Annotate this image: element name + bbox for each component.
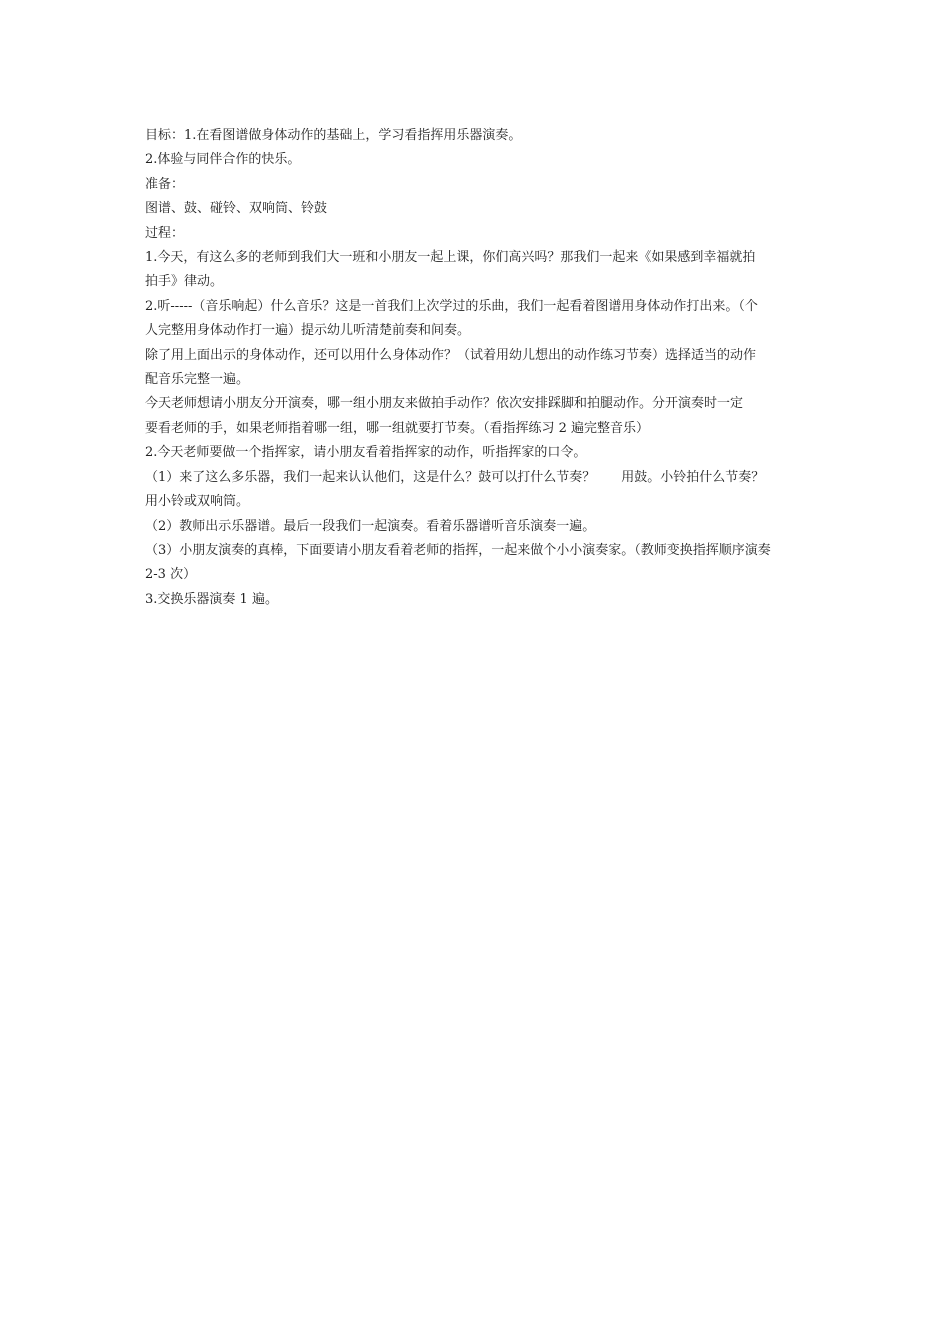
substep-3-line-1: （3）小朋友演奏的真棒，下面要请小朋友看着老师的指挥，一起来做个小小演奏家。（教师变换指挥顺序演奏 — [145, 542, 771, 558]
preparation-heading: 准备： — [145, 176, 185, 192]
substep-1-line-2: 用小铃或双响筒。 — [145, 494, 250, 510]
step-1-line-2: 拍手》律动。 — [145, 274, 224, 290]
paragraph-body-movement-1: 除了用上面出示的身体动作，还可以用什么身体动作？（试着用幼儿想出的动作练习节奏）选择适当的动作 — [145, 347, 757, 363]
step-2-conductor: 2.今天老师要做一个指挥家，请小朋友看着指挥家的动作，听指挥家的口令。 — [145, 445, 587, 461]
paragraph-group-play-2: 要看老师的手，如果老师指着哪一组，哪一组就要打节奏。（看指挥练习 2 遍完整音乐） — [145, 420, 650, 436]
process-heading: 过程： — [145, 225, 185, 241]
step-2-line-2: 人完整用身体动作打一遍）提示幼儿听清楚前奏和间奏。 — [145, 323, 471, 339]
substep-1-line-1: （1）来了这么多乐器，我们一起来认认他们，这是什么？鼓可以打什么节奏？ 用鼓。小铃拍什么节奏？ — [145, 469, 765, 485]
goal-line-2: 2.体验与同伴合作的快乐。 — [145, 152, 301, 168]
preparation-items: 图谱、鼓、碰铃、双响筒、铃鼓 — [145, 201, 328, 217]
substep-3-line-2: 2-3 次） — [145, 567, 197, 583]
document-body — [145, 124, 813, 612]
step-2-line-1: 2.听-----（音乐响起）什么音乐？这是一首我们上次学过的乐曲，我们一起看着图谱用身体动作打出来。（个 — [145, 298, 758, 314]
substep-2: （2）教师出示乐器谱。最后一段我们一起演奏。看着乐器谱听音乐演奏一遍。 — [145, 518, 596, 534]
goal-line-1: 目标：1.在看图谱做身体动作的基础上，学习看指挥用乐器演奏。 — [145, 128, 522, 143]
paragraph-body-movement-2: 配音乐完整一遍。 — [145, 372, 250, 388]
paragraph-group-play-1: 今天老师想请小朋友分开演奏，哪一组小朋友来做拍手动作？依次安排踩脚和拍腿动作。分开演奏时一定 — [145, 396, 744, 412]
step-3: 3.交换乐器演奏 1 遍。 — [145, 591, 278, 607]
step-1-line-1: 1.今天，有这么多的老师到我们大一班和小朋友一起上课，你们高兴吗？那我们一起来《如果感到幸福就拍 — [145, 250, 756, 266]
